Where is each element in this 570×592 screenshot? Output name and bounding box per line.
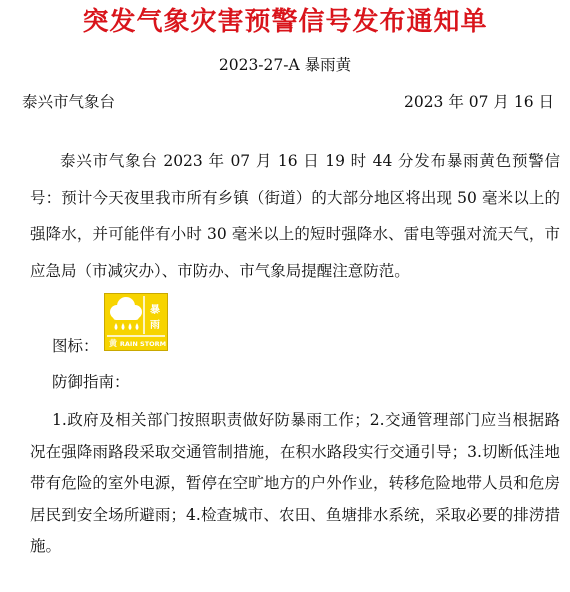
icon-english-text: RAIN STORM	[119, 340, 167, 348]
rainstorm-yellow-warning-icon	[104, 293, 168, 351]
raindrops-icon	[115, 323, 139, 330]
rainstorm-icon-graphic	[105, 294, 167, 350]
icon-char-yu: 雨	[150, 320, 160, 331]
cloud-icon	[110, 297, 142, 320]
icon-label: 图标：	[52, 337, 99, 355]
icon-color-char: 黄	[109, 339, 117, 348]
warning-body-text: 泰兴市气象台 2023 年 07 月 16 日 19 时 44 分发布暴雨黄色预警信号：预计今天夜里我市所有乡镇（街道）的大部分地区将出现 50 毫米以上的强降水，并可能伴有小时 30 毫米以上的短时强降水、雷电等强对流天气，市应急局（市减灾办）、市防办、市气象局提醒注意防范。	[30, 152, 560, 280]
issue-date: 2023 年 07 月 16 日	[403, 93, 554, 111]
defense-guide-label: 防御指南：	[52, 373, 130, 391]
defense-guide-text: 1.政府及相关部门按照职责做好防暴雨工作；2.交通管理部门应当根据路况在强降雨路段采取交通管制措施，在积水路段实行交通引导；3.切断低洼地带有危险的室外电源，暂停在空旷地方的户外作业，转移危险地带人员和危房居民到安全场所避雨；4.检查城市、农田、鱼塘排水系统，采取必要的排涝措施。	[30, 411, 560, 555]
notice-title: 突发气象灾害预警信号发布通知单	[82, 7, 488, 37]
issuer-name: 泰兴市气象台	[22, 93, 116, 111]
icon-char-bao: 暴	[150, 305, 160, 316]
document-number: 2023-27-A 暴雨黄	[218, 56, 352, 74]
